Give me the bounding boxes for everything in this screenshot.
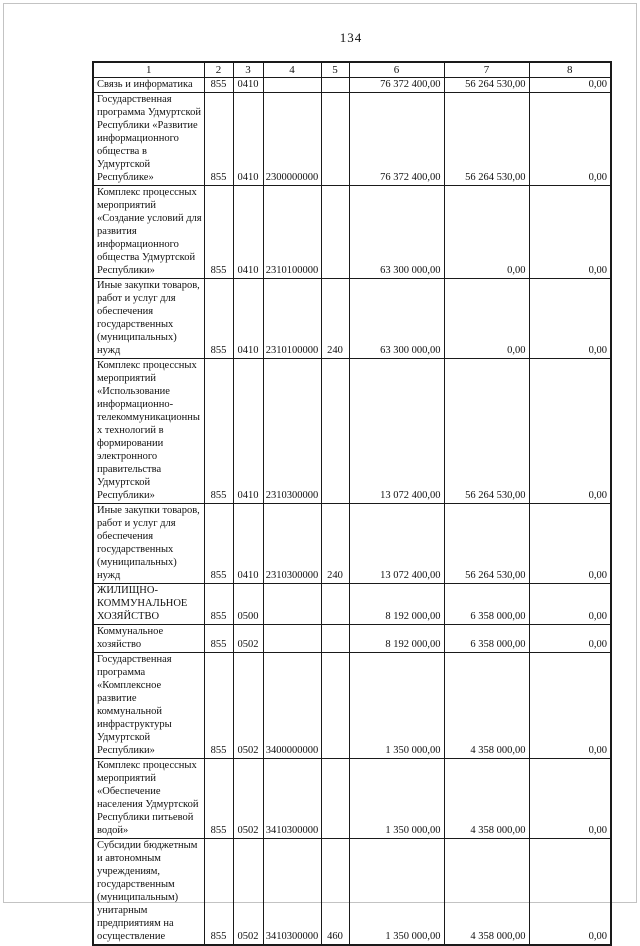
row-expense-type-cell: 460 bbox=[321, 839, 349, 946]
column-header-8: 8 bbox=[529, 62, 611, 78]
row-amount1-cell: 1 350 000,00 bbox=[349, 839, 444, 946]
row-amount1-cell: 8 192 000,00 bbox=[349, 625, 444, 653]
row-program-cell: 3410300000 bbox=[263, 759, 321, 839]
row-amount3-cell: 0,00 bbox=[529, 78, 611, 93]
row-amount2-cell: 0,00 bbox=[444, 186, 529, 279]
row-expense-type-cell: 240 bbox=[321, 279, 349, 359]
row-amount3-cell: 0,00 bbox=[529, 93, 611, 186]
row-amount1-cell: 76 372 400,00 bbox=[349, 93, 444, 186]
row-amount3-cell: 0,00 bbox=[529, 584, 611, 625]
budget-table bbox=[92, 61, 612, 946]
row-section-cell: 0502 bbox=[233, 625, 263, 653]
row-program-cell bbox=[263, 584, 321, 625]
row-expense-type-cell bbox=[321, 359, 349, 504]
row-expense-type-cell: 240 bbox=[321, 504, 349, 584]
row-amount2-cell: 56 264 530,00 bbox=[444, 359, 529, 504]
row-grbs-cell: 855 bbox=[204, 839, 233, 946]
row-amount1-cell: 1 350 000,00 bbox=[349, 759, 444, 839]
row-section-cell: 0502 bbox=[233, 759, 263, 839]
table-row bbox=[93, 625, 611, 653]
row-amount2-cell: 56 264 530,00 bbox=[444, 504, 529, 584]
row-expense-type-cell bbox=[321, 584, 349, 625]
row-name-cell: Комплекс процессных мероприятий «Создание условий для развития информационного общества Удмуртской Республики» bbox=[93, 186, 204, 279]
row-amount1-cell: 76 372 400,00 bbox=[349, 78, 444, 93]
row-section-cell: 0410 bbox=[233, 359, 263, 504]
row-amount1-cell: 1 350 000,00 bbox=[349, 653, 444, 759]
row-program-cell: 2300000000 bbox=[263, 93, 321, 186]
column-header-3: 3 bbox=[233, 62, 263, 78]
row-amount1-cell: 13 072 400,00 bbox=[349, 504, 444, 584]
row-program-cell: 3410300000 bbox=[263, 839, 321, 946]
row-amount1-cell: 63 300 000,00 bbox=[349, 186, 444, 279]
row-grbs-cell: 855 bbox=[204, 186, 233, 279]
table-header-row bbox=[93, 62, 611, 78]
row-expense-type-cell bbox=[321, 186, 349, 279]
row-expense-type-cell bbox=[321, 653, 349, 759]
table-row bbox=[93, 653, 611, 759]
row-section-cell: 0502 bbox=[233, 839, 263, 946]
row-section-cell: 0410 bbox=[233, 504, 263, 584]
row-amount2-cell: 4 358 000,00 bbox=[444, 653, 529, 759]
row-program-cell: 2310100000 bbox=[263, 279, 321, 359]
row-expense-type-cell bbox=[321, 78, 349, 93]
row-name-cell: Комплекс процессных мероприятий «Обеспечение населения Удмуртской Республики питьевой водой» bbox=[93, 759, 204, 839]
row-grbs-cell: 855 bbox=[204, 78, 233, 93]
row-name-cell: Коммунальное хозяйство bbox=[93, 625, 204, 653]
row-amount2-cell: 4 358 000,00 bbox=[444, 759, 529, 839]
row-name-cell: Государственная программа Удмуртской Республики «Развитие информационного общества в Удмуртской Республике» bbox=[93, 93, 204, 186]
table-row bbox=[93, 359, 611, 504]
row-amount2-cell: 6 358 000,00 bbox=[444, 584, 529, 625]
row-amount2-cell: 56 264 530,00 bbox=[444, 93, 529, 186]
row-amount1-cell: 63 300 000,00 bbox=[349, 279, 444, 359]
column-header-1: 1 bbox=[93, 62, 204, 78]
row-program-cell: 3400000000 bbox=[263, 653, 321, 759]
table-row bbox=[93, 839, 611, 946]
row-grbs-cell: 855 bbox=[204, 93, 233, 186]
row-section-cell: 0410 bbox=[233, 186, 263, 279]
row-grbs-cell: 855 bbox=[204, 759, 233, 839]
row-amount3-cell: 0,00 bbox=[529, 759, 611, 839]
row-name-cell: Иные закупки товаров, работ и услуг для обеспечения государственных (муниципальных) нужд bbox=[93, 504, 204, 584]
row-expense-type-cell bbox=[321, 759, 349, 839]
table-row bbox=[93, 279, 611, 359]
row-amount1-cell: 13 072 400,00 bbox=[349, 359, 444, 504]
row-grbs-cell: 855 bbox=[204, 625, 233, 653]
row-grbs-cell: 855 bbox=[204, 359, 233, 504]
row-program-cell: 2310100000 bbox=[263, 186, 321, 279]
row-name-cell: Субсидии бюджетным и автономным учреждениям, государственным (муниципальным) унитарным предприятиям на осуществление bbox=[93, 839, 204, 946]
row-amount2-cell: 4 358 000,00 bbox=[444, 839, 529, 946]
row-section-cell: 0502 bbox=[233, 653, 263, 759]
row-amount2-cell: 0,00 bbox=[444, 279, 529, 359]
row-program-cell: 2310300000 bbox=[263, 504, 321, 584]
row-amount3-cell: 0,00 bbox=[529, 653, 611, 759]
table-row bbox=[93, 759, 611, 839]
column-header-4: 4 bbox=[263, 62, 321, 78]
row-amount1-cell: 8 192 000,00 bbox=[349, 584, 444, 625]
row-program-cell bbox=[263, 78, 321, 93]
row-amount2-cell: 56 264 530,00 bbox=[444, 78, 529, 93]
table-row bbox=[93, 186, 611, 279]
row-grbs-cell: 855 bbox=[204, 653, 233, 759]
row-expense-type-cell bbox=[321, 93, 349, 186]
row-section-cell: 0410 bbox=[233, 279, 263, 359]
row-grbs-cell: 855 bbox=[204, 279, 233, 359]
table-row bbox=[93, 93, 611, 186]
row-amount2-cell: 6 358 000,00 bbox=[444, 625, 529, 653]
row-amount3-cell: 0,00 bbox=[529, 625, 611, 653]
table-row bbox=[93, 504, 611, 584]
row-amount3-cell: 0,00 bbox=[529, 186, 611, 279]
row-amount3-cell: 0,00 bbox=[529, 359, 611, 504]
row-name-cell: Государственная программа «Комплексное развитие коммунальной инфраструктуры Удмуртской Республики» bbox=[93, 653, 204, 759]
row-name-cell: ЖИЛИЩНО- КОММУНАЛЬНОЕ ХОЗЯЙСТВО bbox=[93, 584, 204, 625]
column-header-2: 2 bbox=[204, 62, 233, 78]
table-row bbox=[93, 584, 611, 625]
column-header-7: 7 bbox=[444, 62, 529, 78]
row-name-cell: Связь и информатика bbox=[93, 78, 204, 93]
row-name-cell: Комплекс процессных мероприятий «Использование информационно- телекоммуникационны х технологий в формировании электронного правительства Удмуртской Республики» bbox=[93, 359, 204, 504]
column-header-6: 6 bbox=[349, 62, 444, 78]
column-header-5: 5 bbox=[321, 62, 349, 78]
row-section-cell: 0410 bbox=[233, 78, 263, 93]
row-amount3-cell: 0,00 bbox=[529, 839, 611, 946]
row-amount3-cell: 0,00 bbox=[529, 279, 611, 359]
row-section-cell: 0500 bbox=[233, 584, 263, 625]
row-grbs-cell: 855 bbox=[204, 584, 233, 625]
row-name-cell: Иные закупки товаров, работ и услуг для обеспечения государственных (муниципальных) нужд bbox=[93, 279, 204, 359]
row-grbs-cell: 855 bbox=[204, 504, 233, 584]
table-row bbox=[93, 78, 611, 93]
row-expense-type-cell bbox=[321, 625, 349, 653]
row-program-cell: 2310300000 bbox=[263, 359, 321, 504]
row-section-cell: 0410 bbox=[233, 93, 263, 186]
row-program-cell bbox=[263, 625, 321, 653]
page-number: 134 bbox=[339, 30, 363, 45]
row-amount3-cell: 0,00 bbox=[529, 504, 611, 584]
